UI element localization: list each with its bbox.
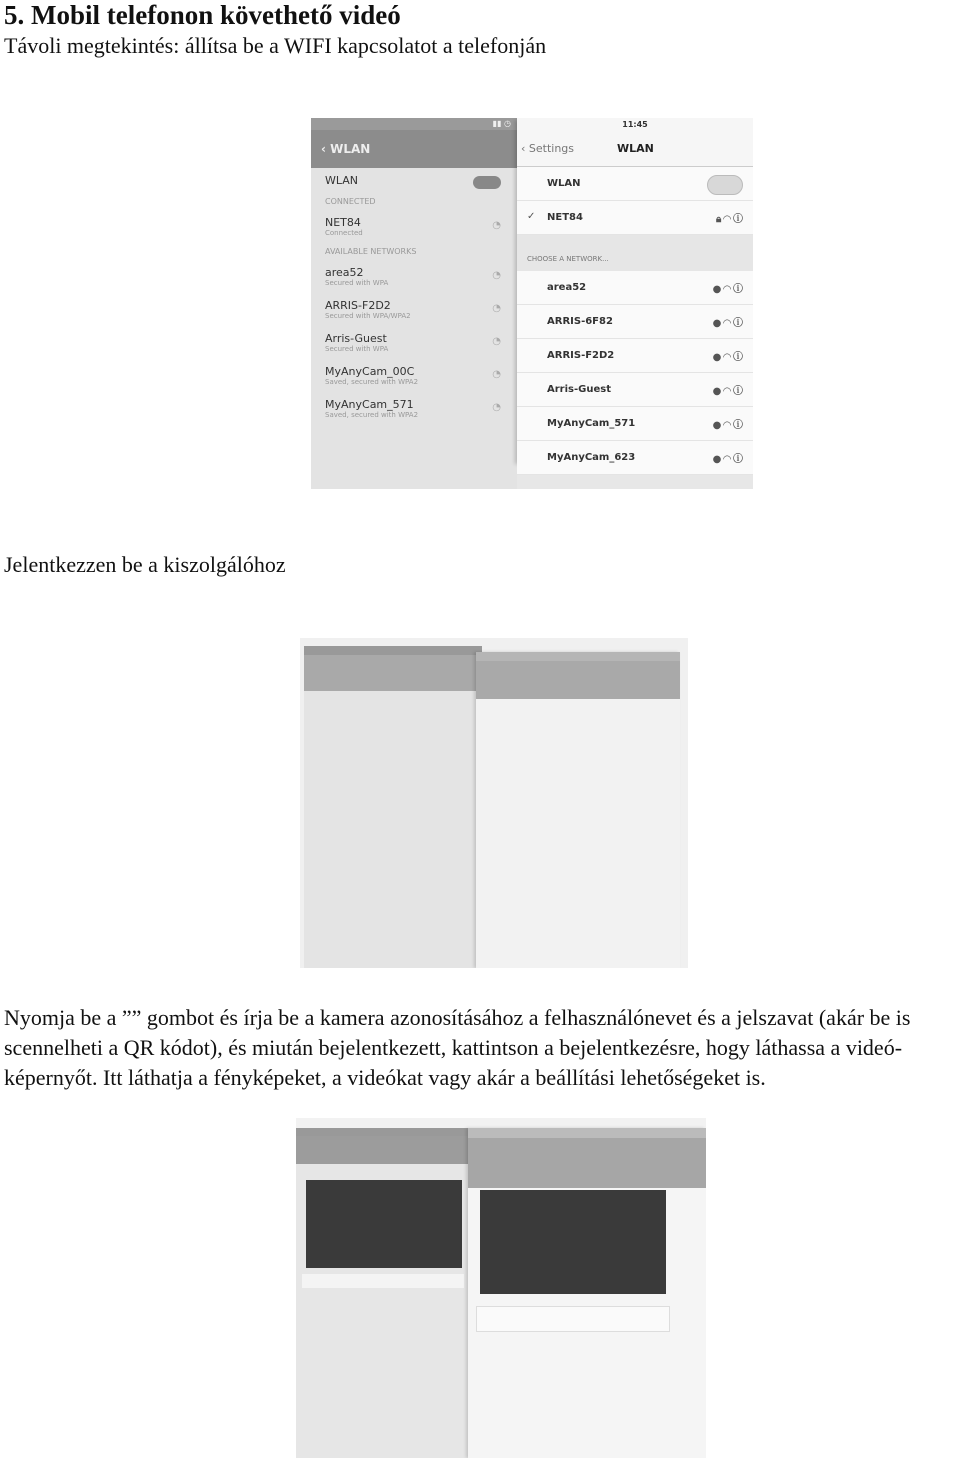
wifi-signal-icon: ◔ — [492, 303, 501, 314]
ios-wlan-row — [517, 167, 753, 201]
connected-network-name: NET84 — [325, 216, 361, 229]
android-title: WLAN — [330, 142, 371, 156]
ios-network-row — [517, 373, 753, 407]
video-screenshot — [296, 1118, 706, 1458]
app-title-bar — [304, 655, 482, 691]
ios-wlan-label: WLAN — [547, 178, 581, 189]
network-row — [311, 326, 517, 359]
ios-wifi-screen — [517, 118, 753, 465]
ios-network-row — [517, 441, 753, 475]
connected-network-status: Connected — [325, 229, 363, 237]
lock-wifi-info-icons: ●◠ⓘ — [712, 386, 745, 397]
ios-network-row — [517, 339, 753, 373]
network-security: Secured with WPA — [325, 279, 389, 287]
android-wifi-screen — [311, 118, 517, 489]
wifi-signal-icon: ◔ — [492, 336, 501, 347]
wlan-toggle — [473, 176, 501, 189]
wifi-signal-icon: ◔ — [492, 220, 501, 231]
app-title-bar — [296, 1136, 470, 1164]
wifi-signal-icon: ◔ — [492, 402, 501, 413]
ios-status-bar: 11:45 — [622, 120, 648, 129]
camera-caption-bar — [302, 1274, 464, 1288]
network-security: Saved, secured with WPA2 — [325, 378, 419, 386]
video-frame — [306, 1180, 462, 1268]
network-security: Secured with WPA — [325, 345, 389, 353]
ios-connected-row — [517, 201, 753, 235]
ios-network-name: ARRIS-F2D2 — [547, 350, 615, 361]
ios-network-name: area52 — [547, 282, 587, 293]
section-title: 5. Mobil telefonon követhető videó — [4, 0, 401, 30]
wifi-signal-icon: ◔ — [492, 270, 501, 281]
android-title-bar: ‹ WLAN — [311, 130, 517, 168]
ios-video-screen — [468, 1128, 706, 1458]
status-bar — [476, 652, 680, 661]
lock-wifi-info-icons: ●◠ⓘ — [712, 454, 745, 465]
available-header: AVAILABLE NETWORKS — [325, 247, 417, 256]
app-title-bar — [468, 1138, 706, 1188]
lock-wifi-info-icons: ●◠ⓘ — [712, 352, 745, 363]
network-name: area52 — [325, 266, 364, 279]
network-row — [311, 293, 517, 326]
connected-header: CONNECTED — [325, 197, 376, 206]
status-bar — [296, 1128, 470, 1136]
android-video-screen — [296, 1128, 470, 1458]
ios-network-name: MyAnyCam_571 — [547, 418, 636, 429]
wifi-signal-icon: ◔ — [492, 369, 501, 380]
checkmark-icon: ✓ — [527, 211, 536, 222]
network-security: Saved, secured with WPA2 — [325, 411, 419, 419]
ios-wlan-toggle — [707, 175, 743, 195]
status-bar — [304, 646, 482, 655]
android-login-screen — [304, 646, 482, 968]
ios-connected-name: NET84 — [547, 212, 583, 223]
login-instruction: Jelentkezzen be a kiszolgálóhoz — [4, 552, 286, 577]
instruction-paragraph: Nyomja be a ”” gombot és írja be a kamera azonosításához a felhasználónevet és a jelszavat (akár be is scennelheti a QR kódot), és miután bejelentkezett, kattintson a bejelentkezésre, hogy láthassa a videó-képernyőt. Itt láthatja a fényképeket, a videókat vagy akár a beállítási lehetőségeket is. — [4, 1005, 911, 1090]
ios-network-row — [517, 305, 753, 339]
network-name: ARRIS-F2D2 — [325, 299, 391, 312]
connected-network-row — [311, 210, 517, 243]
ios-nav-title: WLAN — [617, 142, 654, 155]
app-title-bar — [476, 661, 680, 699]
ios-nav-bar — [517, 132, 753, 167]
choose-network-header — [517, 235, 753, 271]
ios-network-name: ARRIS-6F82 — [547, 316, 613, 327]
network-name: MyAnyCam_00C — [325, 365, 415, 378]
lock-wifi-info-icons: ●◠ⓘ — [712, 318, 745, 329]
android-wlan-label: WLAN — [325, 174, 359, 187]
video-frame — [480, 1190, 666, 1294]
ios-network-row — [517, 407, 753, 441]
wifi-settings-screenshot — [311, 118, 753, 489]
choose-network-label: CHOOSE A NETWORK... — [527, 255, 609, 263]
ios-network-name: Arris-Guest — [547, 384, 611, 395]
ios-login-screen — [476, 652, 680, 968]
settings-back-button: ‹ Settings — [521, 142, 575, 155]
lock-wifi-info-icons: 🔒︎◠ⓘ — [715, 214, 745, 225]
network-name: Arris-Guest — [325, 332, 387, 345]
network-security: Secured with WPA/WPA2 — [325, 312, 411, 320]
section-subtitle: Távoli megtekintés: állítsa be a WIFI kapcsolatot a telefonján — [4, 33, 547, 58]
network-row — [311, 359, 517, 392]
network-row — [311, 392, 517, 425]
network-row — [311, 260, 517, 293]
login-screenshot — [300, 638, 688, 968]
android-wlan-row — [311, 168, 517, 193]
android-status-bar: ▮▮ ◷ — [311, 118, 517, 130]
back-label: Settings — [528, 142, 575, 155]
lock-wifi-info-icons: ●◠ⓘ — [712, 420, 745, 431]
camera-caption-bar — [476, 1306, 670, 1332]
ios-network-name: MyAnyCam_623 — [547, 452, 636, 463]
status-bar — [468, 1128, 706, 1138]
lock-wifi-info-icons: ●◠ⓘ — [712, 284, 745, 295]
network-name: MyAnyCam_571 — [325, 398, 414, 411]
ios-network-row — [517, 271, 753, 305]
